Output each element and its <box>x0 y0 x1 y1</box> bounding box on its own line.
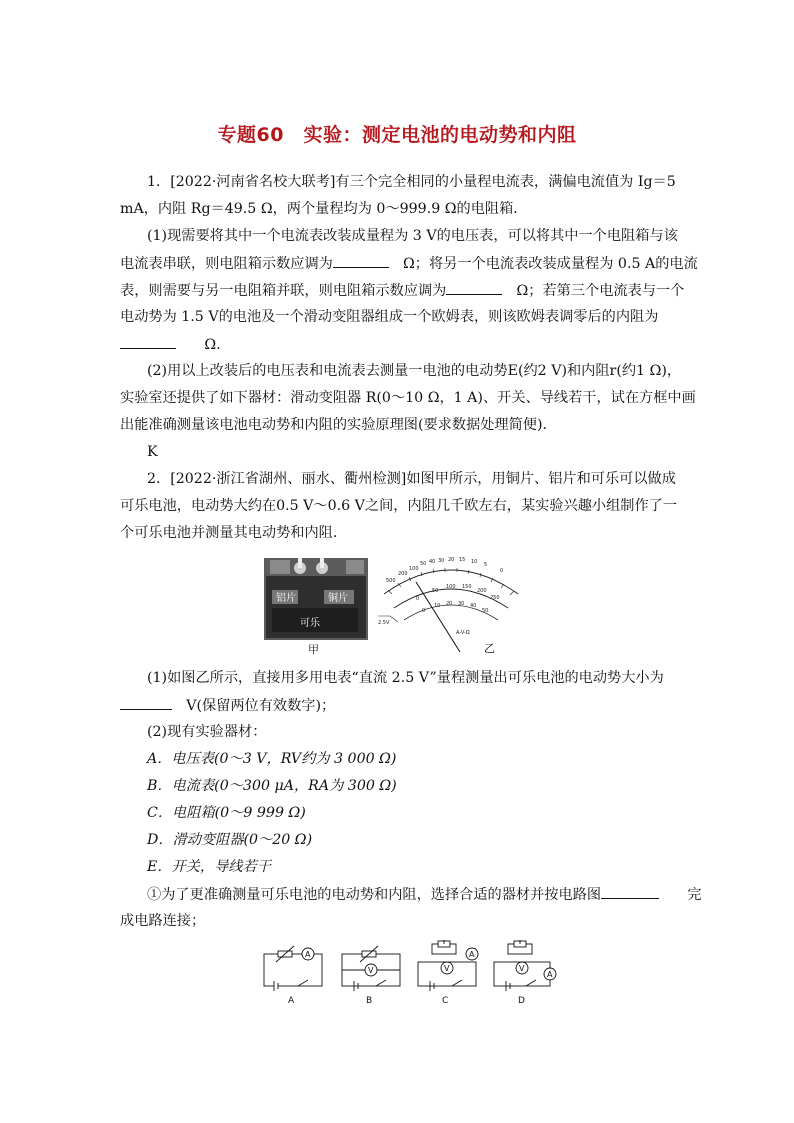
circuit-d <box>494 940 556 1006</box>
text-fragment: Ω. <box>204 337 221 353</box>
ammeter-label: A <box>547 970 553 979</box>
text-fragment: Ω；将另一个电流表改装成量程为 0.5 A的电流 <box>403 256 698 272</box>
scale-label: 50 <box>482 608 489 614</box>
scale-label: 250 <box>490 595 500 601</box>
scale-label: 40 <box>429 559 436 565</box>
text-line: 1．[2022·河南省名校大联考]有三个完全相同的小量程电流表，满偏电流值为 Ig＝5 <box>147 174 676 190</box>
scale-label: 50 <box>420 561 427 567</box>
circuit-a <box>264 946 322 1006</box>
voltmeter-label: V <box>519 964 525 973</box>
photo-caption: 甲 <box>308 643 319 656</box>
text-line: 2．[2022·浙江省湖州、丽水、衢州检测]如图甲所示，用铜片、铝片和可乐可以做成 <box>147 471 676 487</box>
photo-label-right: 铜片 <box>328 593 348 604</box>
text-line: (1)如图乙所示，直接用多用电表“直流 2.5 V”量程测量出可乐电池的电动势大小为 <box>147 670 664 686</box>
photo-label-center: 可乐 <box>300 618 320 629</box>
scale-label: 500 <box>386 578 396 584</box>
text-line <box>147 884 702 905</box>
scale-label: 200 <box>477 588 487 594</box>
scale-label: 30 <box>438 558 445 564</box>
scale-label: 0 <box>500 568 504 574</box>
text-line: mA，内阻 Rg＝49.5 Ω，两个量程均为 0～999.9 Ω的电阻箱． <box>120 201 528 217</box>
text-line <box>120 695 335 716</box>
answer-blank <box>446 280 502 295</box>
option-line: A．电压表(0～3 V，RV约为 3 000 Ω) <box>147 751 397 767</box>
scale-label: 20 <box>446 601 453 607</box>
meter-caption: 乙 <box>484 642 495 655</box>
text-line: (1)现需要将其中一个电流表改装成量程为 3 V的电压表，可以将其中一个电阻箱与该 <box>147 228 678 244</box>
text-line: K <box>147 444 158 460</box>
answer-blank <box>120 334 176 349</box>
answer-blank <box>120 695 172 710</box>
photo-label-left: 铝片 <box>276 593 296 604</box>
text-line: (2)现有实验器材： <box>147 724 267 740</box>
text-line: 可乐电池，电动势大约在0.5 V～0.6 V之间，内阻几千欧左右，某实验兴趣小组制作了一 <box>120 498 678 514</box>
option-line: D．滑动变阻器(0～20 Ω) <box>147 832 313 848</box>
voltmeter-label: V <box>444 964 450 973</box>
option-line: C．电阻箱(0～9 999 Ω) <box>147 805 306 821</box>
scale-label: 20 <box>448 557 455 563</box>
scale-label: 15 <box>459 557 466 563</box>
text-fragment: Ω；若第三个电流表与一个 <box>516 283 685 299</box>
text-fragment: 完 <box>687 887 702 903</box>
scale-label: 40 <box>470 603 477 609</box>
voltmeter-label: V <box>368 966 374 975</box>
text-line <box>120 334 221 355</box>
range-mark: 2.5V <box>378 620 390 626</box>
circuit-label: B <box>366 996 373 1006</box>
scale-label: 150 <box>462 584 472 590</box>
figure-cola-battery-photo <box>262 556 372 656</box>
circuit-label: C <box>442 996 449 1006</box>
scale-label: 30 <box>458 601 465 607</box>
text-fragment: 电流表串联，则电阻箱示数应调为 <box>120 256 333 272</box>
scale-label: 0 <box>422 608 426 614</box>
text-line: 电动势为 1.5 V的电池及一个滑动变阻器组成一个欧姆表，则该欧姆表调零后的内阻为 <box>120 309 659 325</box>
text-line: 个可乐电池并测量其电动势和内阻． <box>120 525 348 541</box>
answer-blank <box>601 884 659 899</box>
answer-blank <box>333 253 389 268</box>
scale-label: 200 <box>398 571 408 577</box>
text-fragment: V(保留两位有效数字)； <box>186 698 336 714</box>
scale-label: 0 <box>416 596 420 602</box>
text-line: 成电路连接； <box>120 913 206 929</box>
circuit-c <box>418 940 478 1006</box>
figure-circuit-options <box>258 940 558 1006</box>
text-line: (2)用以上改装后的电压表和电流表去测量一电池的电动势E(约2 V)和内阻r(约1 Ω)， <box>147 363 682 379</box>
figure-multimeter-scale <box>376 552 526 656</box>
text-line: 实验室还提供了如下器材：滑动变阻器 R(0～10 Ω，1 A)、开关、导线若干，试在方框中画 <box>120 390 696 406</box>
ammeter-label: A <box>469 950 475 959</box>
scale-label: 100 <box>409 566 419 572</box>
circuit-label: D <box>518 996 525 1006</box>
circuit-label: A <box>288 996 295 1006</box>
text-fragment: 表，则需要与另一电阻箱并联，则电阻箱示数应调为 <box>120 283 447 299</box>
scale-label: 100 <box>446 584 456 590</box>
scale-label: 10 <box>471 559 478 565</box>
page-title: 专题60 实验：测定电池的电动势和内阻 <box>217 124 577 146</box>
scale-label: 5 <box>484 562 488 568</box>
text-line: 出能准确测量该电池电动势和内阻的实验原理图(要求数据处理简便)． <box>120 417 557 433</box>
ammeter-label: A <box>305 950 311 959</box>
option-line: B．电流表(0～300 μA，RA为 300 Ω) <box>147 778 397 794</box>
scale-label: 10 <box>434 603 441 609</box>
av-mark: A-V-Ω <box>456 630 470 636</box>
scale-label: 50 <box>432 588 439 594</box>
text-fragment: ①为了更准确测量可乐电池的电动势和内阻，选择合适的器材并按电路图 <box>147 887 602 903</box>
option-line: E．开关，导线若干 <box>147 859 271 875</box>
circuit-b <box>342 946 400 1006</box>
text-line <box>120 280 684 301</box>
text-line <box>120 253 698 274</box>
